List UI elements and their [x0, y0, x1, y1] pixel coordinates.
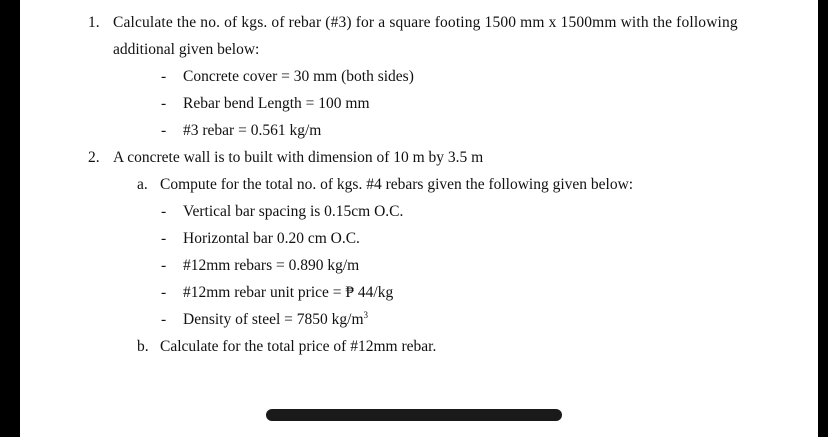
- q2a-bullet-3: -: [161, 257, 167, 274]
- q1-bullet-3: -: [161, 122, 167, 139]
- q1-item-concrete-cover: Concrete cover = 30 mm (both sides): [183, 68, 414, 85]
- q2-number: 2.: [88, 149, 100, 166]
- q1-text-line2: additional given below:: [113, 41, 260, 58]
- q2a-item-steel-density: [183, 311, 368, 329]
- q2b-letter: b.: [137, 338, 149, 355]
- q1-number: 1.: [88, 14, 100, 31]
- q2a-bullet-4: -: [161, 284, 167, 301]
- q2a-item-rebar-weight: #12mm rebars = 0.890 kg/m: [183, 257, 360, 274]
- q2a-bullet-2: -: [161, 230, 167, 247]
- q1-bullet-1: -: [161, 68, 167, 85]
- q2a-bullet-5: -: [161, 311, 167, 328]
- density-exponent: 3: [363, 310, 369, 320]
- q1-bullet-2: -: [161, 95, 167, 112]
- document-page: [20, 0, 818, 437]
- q1-item-rebar-weight: #3 rebar = 0.561 kg/m: [183, 122, 322, 139]
- density-text: Density of steel = 7850 kg/m: [183, 311, 364, 328]
- q2a-item-unit-price: #12mm rebar unit price = ₱ 44/kg: [183, 284, 394, 301]
- q1-text-line1: Calculate the no. of kgs. of rebar (#3) for a square footing 1500 mm x 1500mm with the following: [113, 14, 738, 31]
- q2a-item-vertical-spacing: Vertical bar spacing is 0.15cm O.C.: [183, 203, 404, 220]
- q2a-text: Compute for the total no. of kgs. #4 rebars given the following given below:: [160, 176, 634, 193]
- q2a-letter: a.: [137, 176, 148, 193]
- q1-item-bend-length: Rebar bend Length = 100 mm: [183, 95, 370, 112]
- q2a-item-horizontal-spacing: Horizontal bar 0.20 cm O.C.: [183, 230, 360, 247]
- q2a-bullet-1: -: [161, 203, 167, 220]
- q2-text: A concrete wall is to built with dimension of 10 m by 3.5 m: [113, 149, 484, 166]
- home-indicator-bar[interactable]: [266, 409, 562, 421]
- q2b-text: Calculate for the total price of #12mm rebar.: [160, 338, 437, 355]
